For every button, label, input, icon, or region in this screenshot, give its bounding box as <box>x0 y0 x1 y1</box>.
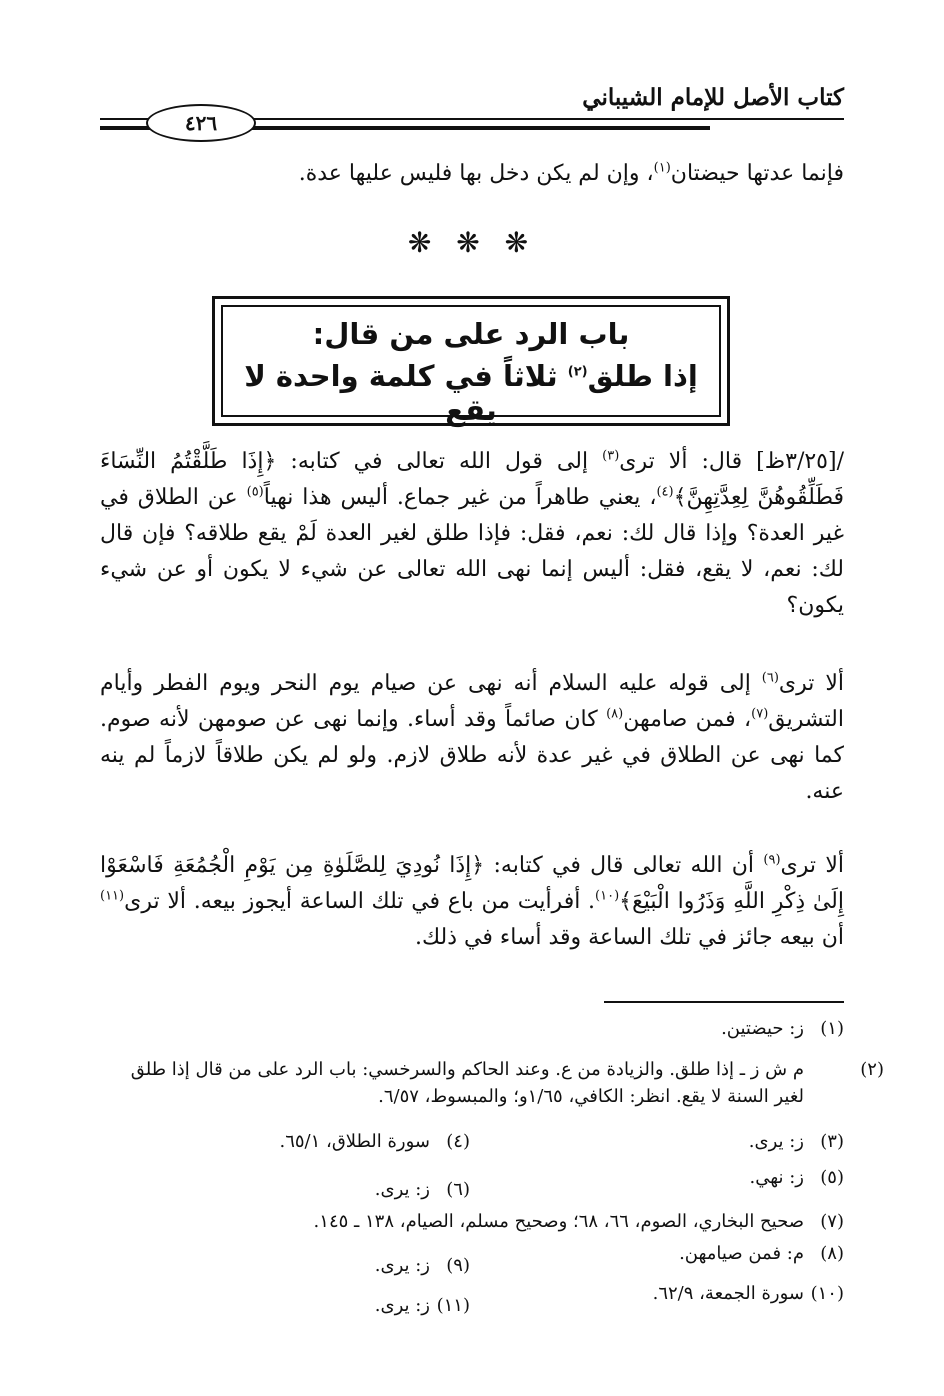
footnote-ref: (٧) <box>751 706 769 722</box>
paragraph-text: أن الله تعالى قال في كتابه: ﴿إِذَا نُودِيَ لِلصَّلَوٰةِ مِن يَوْمِ الْجُمُعَةِ فَاسْعَوْا إِلَىٰ ذِكْرِ اللَّهِ وَذَرُوا الْبَيْعَ﴾ <box>100 853 844 914</box>
footnote-number: (١) <box>820 1018 844 1039</box>
chapter-heading-line1: باب الرد على من قال: <box>312 317 630 351</box>
footnote-8 <box>679 1240 844 1267</box>
heading-text: ثلاثاً في كلمة واحدة لا يقع <box>244 359 568 427</box>
footnote-row <box>100 1280 844 1316</box>
footnote-separator <box>604 1001 844 1003</box>
footnote-row <box>100 1176 844 1203</box>
running-header-title: كتاب الأصل للإمام الشيباني <box>582 84 844 111</box>
paragraph-text: /[٣/٢٥ظ] قال: ألا ترى <box>619 449 844 474</box>
footnote-1 <box>100 1015 844 1042</box>
footnote-number: (٧) <box>820 1211 844 1232</box>
footnote-7 <box>100 1208 844 1235</box>
footnote-ref: (٤) <box>656 484 674 500</box>
footnote-text: م ش ز ـ إذا طلق. والزيادة من ع. وعند الحاكم والسرخسي: باب الرد على من قال إذا طلق لغير السنة لا يقع. انظر: الكافي، ١/٦٥و؛ والمبسوط، ٦/٥٧. <box>130 1059 804 1107</box>
footnote-text: م: فمن صيامهن. <box>679 1243 804 1264</box>
footnote-ref: (٦) <box>761 670 779 686</box>
footnote-ref: (٣) <box>602 448 620 464</box>
footnote-number: (١٠) <box>810 1283 844 1304</box>
footnote-number: (١١) <box>436 1295 470 1316</box>
footnote-text: ز: نهي. <box>749 1167 804 1188</box>
paragraph-text: إلى قوله عليه السلام أنه نهى عن صيام يوم النحر ويوم الفطر وأيام التشريق <box>100 671 844 732</box>
footnote-ref: (٢) <box>567 364 588 380</box>
footnote-ref: (٥) <box>246 484 264 500</box>
intro-text: فإنما عدتها حيضتان <box>670 161 844 186</box>
section-separator-ornament: ❋ ❋ ❋ <box>407 226 537 259</box>
paragraph-text: ألا ترى <box>778 671 844 696</box>
paragraph-1 <box>100 444 844 624</box>
footnote-text: سورة الطلاق، ٦٥/١. <box>279 1131 430 1152</box>
chapter-heading-line2 <box>215 359 727 427</box>
page-number: ٤٢٦ <box>146 104 256 142</box>
footnote-11 <box>375 1292 470 1319</box>
footnote-number: (٥) <box>820 1167 844 1188</box>
footnote-ref: (١) <box>653 160 671 176</box>
footnote-number: (٢) <box>860 1059 884 1080</box>
footnote-text: ز: يرى. <box>748 1131 804 1152</box>
footnote-text: سورة الجمعة، ٦٢/٩. <box>652 1283 804 1304</box>
footnote-number: (٦) <box>446 1179 470 1200</box>
footnote-row <box>100 1128 844 1155</box>
paragraph-2 <box>100 666 844 810</box>
footnote-number: (٨) <box>820 1243 844 1264</box>
paragraph-text: عن الطلاق في غير العدة؟ وإذا قال لك: نعم، فقل: فإذا طلق لغير العدة لَمْ يقع طلاقه؟ فإن قال لك: نعم، لا يقع، فقل: أليس إنما نهى الله تعالى عن شيء لا يكون أو عن شيء يكون؟ <box>100 485 844 618</box>
footnote-2 <box>100 1056 884 1110</box>
paragraph-text: ألا ترى <box>780 853 844 878</box>
footnote-number: (٩) <box>446 1255 470 1276</box>
footnote-text: ز: يرى. <box>374 1255 430 1276</box>
intro-line <box>100 156 844 192</box>
chapter-heading-box <box>212 296 730 426</box>
paragraph-text: أن بيعه جائز في تلك الساعة وقد أساء في ذلك. <box>415 925 844 950</box>
footnote-number: (٣) <box>820 1131 844 1152</box>
paragraph-text: إلى قول الله تعالى في كتابه: ﴿إِذَا طَلَّقْتُمُ النِّسَاءَ فَطَلِّقُوهُنَّ لِعِدَّتِهِنَّ﴾ <box>100 449 845 510</box>
footnote-ref: (٩) <box>763 852 781 868</box>
intro-text: ، وإن لم يكن دخل بها فليس عليها عدة. <box>298 161 654 186</box>
footnote-ref: (١١) <box>100 888 125 904</box>
footnote-3 <box>749 1128 844 1155</box>
paragraph-3 <box>100 848 844 956</box>
paragraph-text: ، يعني طاهراً من غير جماع. أليس هذا نهياً <box>263 485 657 510</box>
footnote-text: ز: يرى. <box>374 1179 430 1200</box>
footnote-text: ز: يرى. <box>374 1295 430 1316</box>
paragraph-text: كان صائماً وقد أساء. وإنما نهى عن صومهن لأنه صوم. كما نهى عن الطلاق في غير عدة لأنه طلاق لازم. ولو لم يكن طلاقاً لازماً لم ينه عنه. <box>100 707 844 804</box>
footnote-ref: (٨) <box>606 706 624 722</box>
footnote-row <box>100 1240 844 1276</box>
footnote-9 <box>375 1252 470 1279</box>
footnote-number: (٤) <box>446 1131 470 1152</box>
paragraph-text: ، فمن صامهن <box>623 707 752 732</box>
footnote-10 <box>653 1280 844 1307</box>
footnote-6 <box>375 1176 470 1203</box>
paragraph-text: . أفرأيت من باع في تلك الساعة أيجوز بيعه. ألا ترى <box>124 889 596 914</box>
footnote-ref: (١٠) <box>595 888 620 904</box>
footnote-text: ز: حيضتين. <box>721 1018 804 1039</box>
footnote-text: صحيح البخاري، الصوم، ٦٦، ٦٨؛ وصحيح مسلم، الصيام، ١٣٨ ـ ١٤٥. <box>313 1211 804 1232</box>
heading-text: إذا طلق <box>587 359 698 393</box>
footnote-4 <box>279 1128 470 1155</box>
